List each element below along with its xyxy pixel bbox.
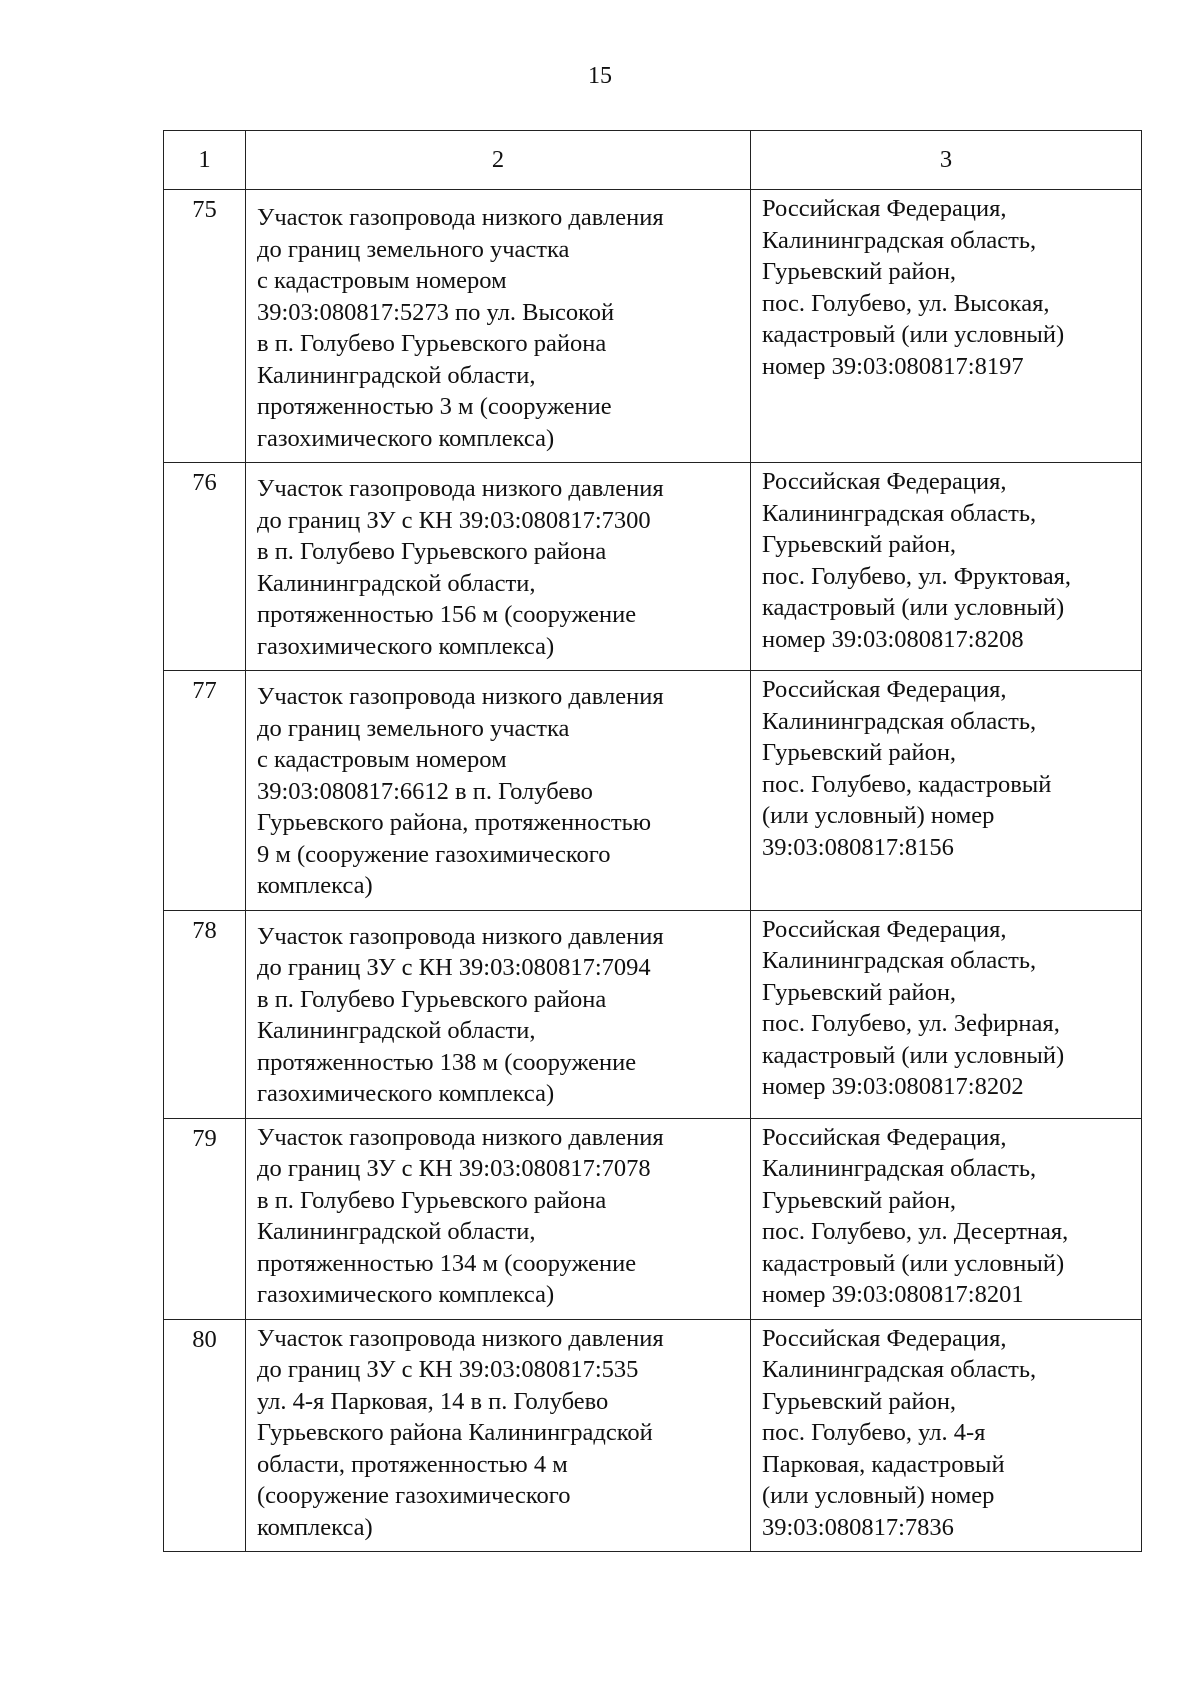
table-row xyxy=(164,1118,1142,1319)
object-address: Российская Федерация, Калининградская область, Гурьевский район, пос. Голубево, ул. Фруктовая, кадастровый (или условный) номер 39:03:080817:8208 xyxy=(751,463,1142,671)
object-address: Российская Федерация, Калининградская область, Гурьевский район, пос. Голубево, ул. 4-я Парковая, кадастровый (или условный) номер 39:03:080817:7836 xyxy=(751,1319,1142,1552)
row-number: 79 xyxy=(164,1118,246,1319)
table-body xyxy=(164,190,1142,1552)
object-description: Участок газопровода низкого давления до границ ЗУ с КН 39:03:080817:7300 в п. Голубево Гурьевского района Калининградской области, протяженностью 156 м (сооружение газохимического комплекса) xyxy=(246,463,751,671)
row-number: 78 xyxy=(164,910,246,1118)
object-address: Российская Федерация, Калининградская область, Гурьевский район, пос. Голубево, ул. Зефирная, кадастровый (или условный) номер 39:03:080817:8202 xyxy=(751,910,1142,1118)
row-number: 76 xyxy=(164,463,246,671)
header-cell-2: 2 xyxy=(246,131,751,190)
row-number: 80 xyxy=(164,1319,246,1552)
table-row xyxy=(164,671,1142,911)
header-cell-3: 3 xyxy=(751,131,1142,190)
table-row xyxy=(164,1319,1142,1552)
object-description: Участок газопровода низкого давления до границ земельного участка с кадастровым номером 39:03:080817:6612 в п. Голубево Гурьевского района, протяженностью 9 м (сооружение газохимического комплекса) xyxy=(246,671,751,911)
page-number: 15 xyxy=(588,63,612,89)
header-row xyxy=(164,131,1142,190)
registry-table xyxy=(163,130,1142,1552)
header-cell-1: 1 xyxy=(164,131,246,190)
row-number: 75 xyxy=(164,190,246,463)
table-row xyxy=(164,190,1142,463)
table-row xyxy=(164,910,1142,1118)
table-row xyxy=(164,463,1142,671)
row-number: 77 xyxy=(164,671,246,911)
object-address: Российская Федерация, Калининградская область, Гурьевский район, пос. Голубево, кадастровый (или условный) номер 39:03:080817:8156 xyxy=(751,671,1142,911)
table-header xyxy=(164,131,1142,190)
object-description: Участок газопровода низкого давления до границ земельного участка с кадастровым номером 39:03:080817:5273 по ул. Высокой в п. Голубево Гурьевского района Калининградской области, протяженностью 3 м (сооружение газохимического комплекса) xyxy=(246,190,751,463)
object-address: Российская Федерация, Калининградская область, Гурьевский район, пос. Голубево, ул. Десертная, кадастровый (или условный) номер 39:03:080817:8201 xyxy=(751,1118,1142,1319)
object-description: Участок газопровода низкого давления до границ ЗУ с КН 39:03:080817:535 ул. 4-я Парковая, 14 в п. Голубево Гурьевского района Калининградской области, протяженностью 4 м (сооружение газохимического комплекса) xyxy=(246,1319,751,1552)
object-description: Участок газопровода низкого давления до границ ЗУ с КН 39:03:080817:7094 в п. Голубево Гурьевского района Калининградской области, протяженностью 138 м (сооружение газохимического комплекса) xyxy=(246,910,751,1118)
object-description: Участок газопровода низкого давления до границ ЗУ с КН 39:03:080817:7078 в п. Голубево Гурьевского района Калининградской области, протяженностью 134 м (сооружение газохимического комплекса) xyxy=(246,1118,751,1319)
object-address: Российская Федерация, Калининградская область, Гурьевский район, пос. Голубево, ул. Высокая, кадастровый (или условный) номер 39:03:080817:8197 xyxy=(751,190,1142,463)
